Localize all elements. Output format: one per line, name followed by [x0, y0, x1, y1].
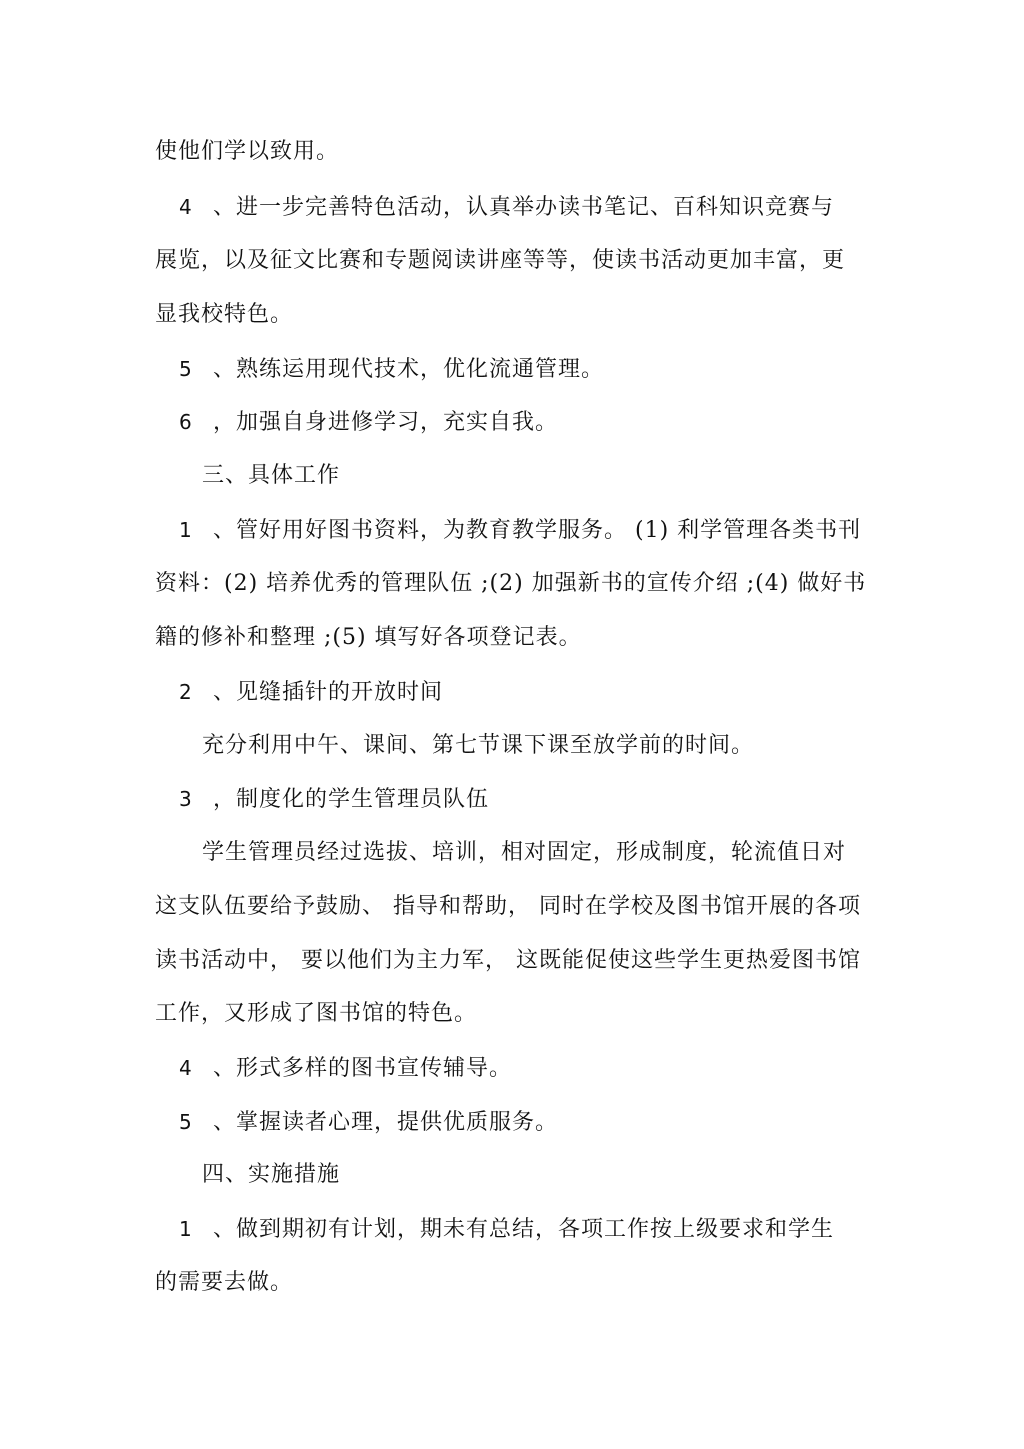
- list-item-number: 1: [179, 518, 193, 542]
- list-item-number: 5: [179, 1110, 193, 1134]
- line-text: 展览，以及征文比赛和专题阅读讲座等等，使读书活动更加丰富，更: [155, 248, 846, 273]
- line-text: 显我校特色。: [155, 302, 294, 327]
- section-heading: [202, 1160, 340, 1190]
- line-text: 、进一步完善特色活动，认真举办读书笔记、百科知识竞赛与: [213, 195, 835, 220]
- line-text: 、做到期初有计划，期未有总结，各项工作按上级要求和学生: [213, 1217, 835, 1242]
- list-item-number: 2: [179, 680, 193, 704]
- list-item-number: 4: [179, 1056, 193, 1080]
- list-item-number: 3: [179, 787, 193, 811]
- paragraph-line: [202, 838, 846, 868]
- list-item: [155, 407, 558, 438]
- list-item: [155, 677, 443, 708]
- list-item: [155, 1053, 512, 1084]
- line-text: 工作，又形成了图书馆的特色。: [155, 1001, 478, 1026]
- paragraph-line: [202, 731, 754, 761]
- line-text: 、熟练运用现代技术，优化流通管理。: [213, 357, 605, 382]
- line-text: ，加强自身进修学习，充实自我。: [213, 410, 559, 435]
- list-item-number: 1: [179, 1217, 193, 1241]
- line-text: 资料：(2) 培养优秀的管理队伍 ;(2) 加强新书的宣传介绍 ;(4) 做好书: [155, 571, 867, 596]
- paragraph-line: [155, 300, 293, 330]
- line-text: 使他们学以致用。: [155, 139, 340, 164]
- heading-text: 四、实施措施: [202, 1162, 341, 1187]
- list-item: [155, 1214, 834, 1245]
- list-item: [155, 1107, 558, 1138]
- line-text: ，制度化的学生管理员队伍: [213, 787, 490, 812]
- line-text: 、见缝插针的开放时间: [213, 680, 444, 705]
- line-text: 、管好用好图书资料，为教育教学服务。 (1) 利学管理各类书刊: [213, 518, 862, 543]
- list-item-number: 5: [179, 357, 193, 381]
- list-item: [155, 515, 861, 546]
- heading-text: 三、具体工作: [202, 463, 341, 488]
- line-text: 充分利用中午、课间、第七节课下课至放学前的时间。: [202, 733, 755, 758]
- paragraph-line: [155, 892, 861, 922]
- paragraph-line: [155, 1268, 293, 1298]
- paragraph-line: [155, 246, 845, 276]
- list-item-number: 4: [179, 195, 193, 219]
- line-text: 、形式多样的图书宣传辅导。: [213, 1056, 513, 1081]
- paragraph-line: [155, 623, 582, 653]
- line-text: 学生管理员经过选拔、培训，相对固定，形成制度，轮流值日对: [202, 840, 847, 865]
- paragraph-line: [155, 569, 866, 599]
- paragraph-line: [155, 946, 861, 976]
- line-text: 的需要去做。: [155, 1270, 294, 1295]
- paragraph-line: [155, 999, 477, 1029]
- line-text: 籍的修补和整理 ;(5) 填写好各项登记表。: [155, 625, 582, 650]
- line-text: 、掌握读者心理，提供优质服务。: [213, 1110, 559, 1135]
- line-text: 这支队伍要给予鼓励、 指导和帮助， 同时在学校及图书馆开展的各项: [155, 894, 861, 919]
- section-heading: [202, 461, 340, 491]
- paragraph-line: [155, 137, 339, 167]
- list-item-number: 6: [179, 410, 193, 434]
- list-item: [155, 192, 834, 223]
- line-text: 读书活动中， 要以他们为主力军， 这既能促使这些学生更热爱图书馆: [155, 948, 861, 973]
- list-item: [155, 354, 604, 385]
- list-item: [155, 784, 489, 815]
